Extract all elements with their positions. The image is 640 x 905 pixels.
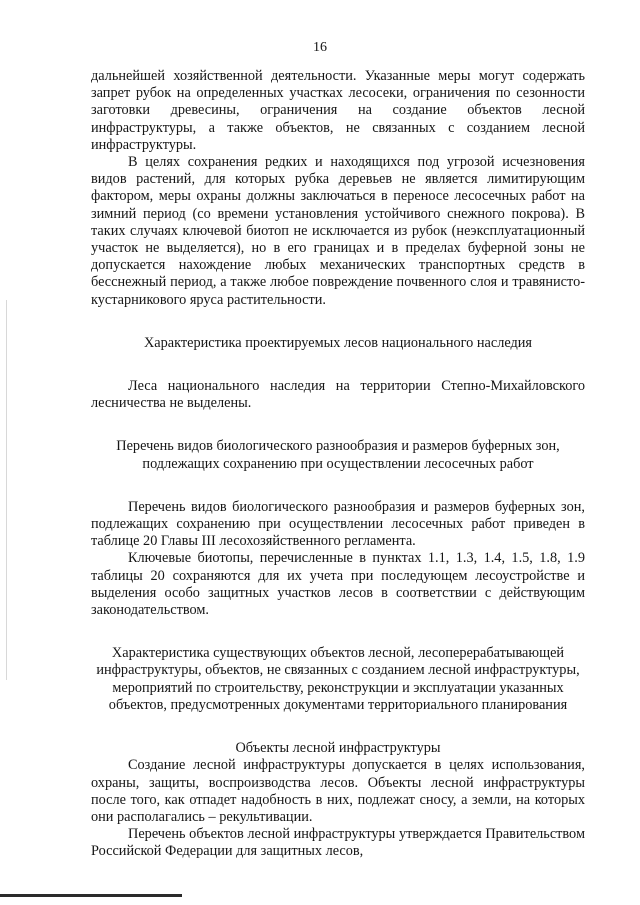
- subsection-heading-forest-infrastructure: Объекты лесной инфраструктуры: [235, 740, 441, 757]
- scan-edge-line: [6, 300, 7, 680]
- paragraph-biodiversity-list: Перечень видов биологического разнообразия и размеров буферных зон, подлежащих сохранению при осуществлении лесосечных работ приведен в таблице 20 Главы III лесохозяйственного регламента.: [91, 498, 585, 550]
- section-heading-infrastructure: Характеристика существующих объектов лесной, лесоперерабатывающей инфраструктуры, объектов, не связанных с созданием лесной инфраструктуры, мероприятий по строительству, реконструкции и эксплуатации указанных объектов, предусмотренных документами территориального планирования: [96, 645, 580, 713]
- paragraph-national-heritage: Леса национального наследия на территории Степно-Михайловского лесничества не выделены.: [91, 378, 585, 412]
- footer-rule: [0, 894, 182, 897]
- paragraph-continuation: дальнейшей хозяйственной деятельности. Указанные меры могут содержать запрет рубок на определенных участках лесосеки, ограничения по сезонности заготовки древесины, ограничения на создание объектов лесной инфраструктуры, а также объектов, не связанных с созданием лесной инфраструктуры.: [91, 68, 585, 153]
- section-heading-biodiversity: Перечень видов биологического разнообразия и размеров буферных зон, подлежащих сохранению при осуществлении лесосечных работ: [116, 438, 560, 472]
- document-body: [91, 68, 585, 861]
- paragraph-key-biotopes: Ключевые биотопы, перечисленные в пунктах 1.1, 1.3, 1.4, 1.5, 1.8, 1.9 таблицы 20 сохраняются для их учета при последующем лесоустройстве и выделения особо защитных участков лесов в соответствии с действующим законодательством.: [91, 550, 585, 619]
- paragraph-rare-species: В целях сохранения редких и находящихся под угрозой исчезновения видов растений, для которых рубка деревьев не является лимитирующим фактором, меры охраны должны заключаться в переносе лесосечных работ на зимний период (со времени установления устойчивого снежного покрова). В таких случаях ключевой биотоп не исключается из рубок (неэксплуатационный участок не выделяется), но в его границах и в пределах буферной зоны не допускается нахождение любых механических транспортных средств в бесснежный период, а также любое повреждение почвенного слоя и травянисто-кустарникового яруса растительности.: [91, 154, 585, 308]
- section-heading-national-heritage: Характеристика проектируемых лесов национального наследия: [143, 334, 533, 351]
- paragraph-infrastructure-list: Перечень объектов лесной инфраструктуры утверждается Правительством Российской Федерации для защитных лесов,: [91, 826, 585, 860]
- page-number: 16: [313, 40, 327, 55]
- paragraph-infrastructure-creation: Создание лесной инфраструктуры допускается в целях использования, охраны, защиты, воспроизводства лесов. Объекты лесной инфраструктуры после того, как отпадет надобность в них, подлежат сносу, а земли, на которых они располагались – рекультивации.: [91, 757, 585, 825]
